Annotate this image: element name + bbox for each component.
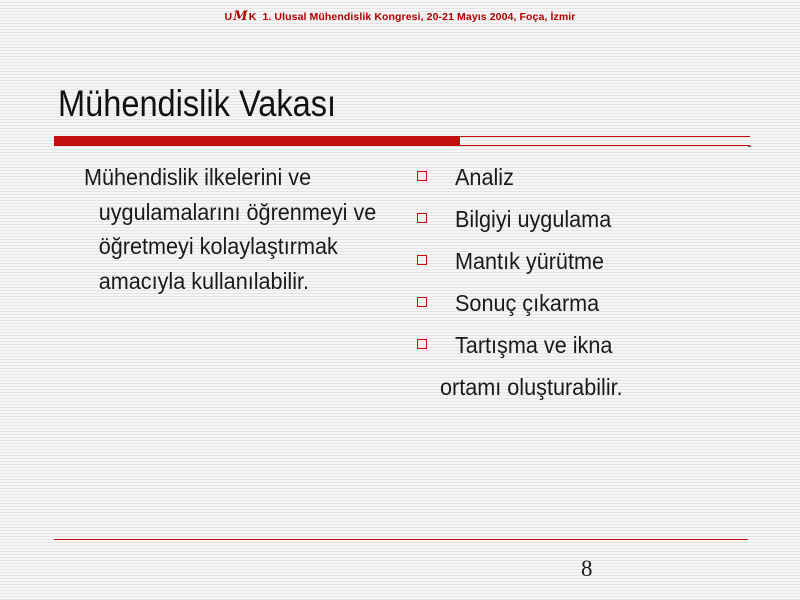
header-logo-m: M <box>233 9 248 24</box>
bullet-text: Sonuç çıkarma <box>455 290 600 316</box>
square-bullet-icon <box>417 297 427 307</box>
title-underline-thin-top <box>460 136 750 137</box>
header-logo-k: K <box>248 11 257 23</box>
decorative-tick <box>748 146 751 147</box>
square-bullet-icon <box>417 339 427 349</box>
footer-divider <box>54 539 748 540</box>
square-bullet-icon <box>417 255 427 265</box>
bullet-text: Tartışma ve ikna <box>455 332 613 358</box>
conference-header <box>0 9 800 24</box>
title-underline-thin-bottom <box>460 145 750 146</box>
left-paragraph: Mühendislik ilkelerini ve uygulamalarını öğrenmeyi ve öğretmeyi kolaylaştırmak amacıyla kullanılabilir. <box>84 164 377 294</box>
bullet-text: Analiz <box>455 164 514 190</box>
header-logo-u: U <box>224 11 233 23</box>
left-column <box>84 160 394 298</box>
bullet-text: Bilgiyi uygulama <box>455 206 612 232</box>
title-underline-thick <box>54 136 460 146</box>
page-number: 8 <box>581 556 593 581</box>
square-bullet-icon <box>417 171 427 181</box>
slide-title: Mühendislik Vakası <box>58 83 337 124</box>
header-text: 1. Ulusal Mühendislik Kongresi, 20-21 Mayıs 2004, Foça, İzmir <box>262 11 576 23</box>
square-bullet-icon <box>417 213 427 223</box>
bullet-text: Mantık yürütme <box>455 248 604 274</box>
bullet-continuation: ortamı oluşturabilir. <box>440 374 623 400</box>
